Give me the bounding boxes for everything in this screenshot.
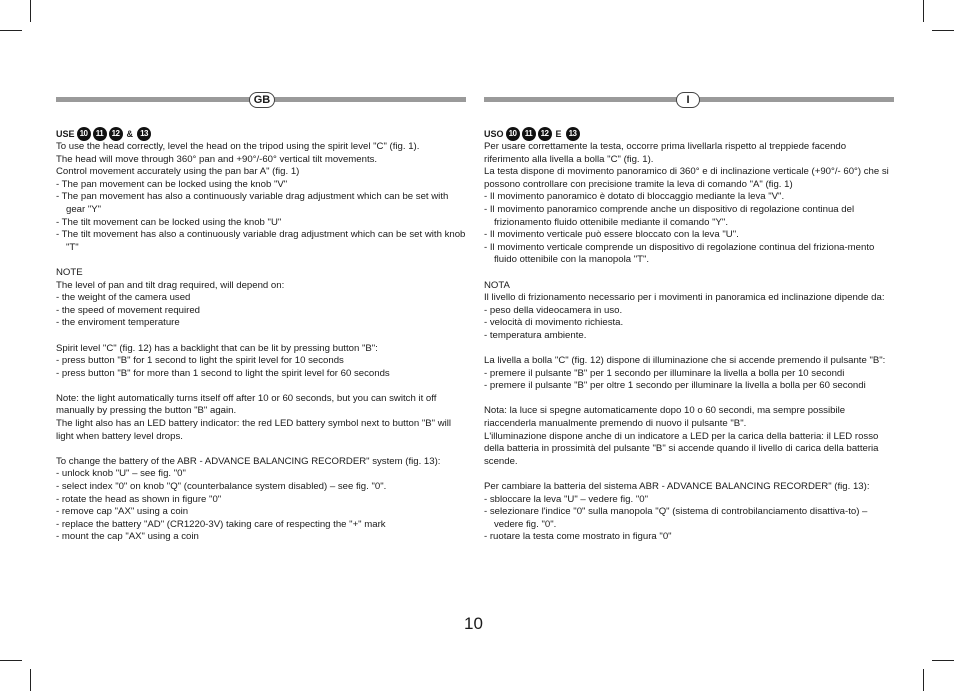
paragraph-gap (484, 393, 894, 406)
title-separator: & (126, 128, 134, 139)
list-item: - peso della videocamera in uso. (484, 304, 623, 316)
paragraph-gap (56, 254, 466, 267)
paragraph: To change the battery of the ABR - ADVANCE BALANCING RECORDER" system (fig. 13): (56, 455, 441, 467)
list-item: - velocità di movimento richiesta. (484, 317, 624, 329)
paragraph: The light also has an LED battery indicator: the red LED battery symbol next to button "B" will light when battery level drops. (56, 418, 452, 442)
figure-number-badge: 12 (538, 127, 552, 141)
title-separator: E (555, 128, 562, 139)
list-item: - the speed of movement required (56, 304, 200, 316)
list-item: - premere il pulsante "B" per 1 secondo per illuminare la livella a bolla per 10 secondi (484, 367, 845, 379)
list-item: - premere il pulsante "B" per oltre 1 secondo per illuminare la livella a bolla per 60 secondi (484, 380, 866, 392)
paragraph-gap (484, 343, 894, 356)
figure-number-badge: 13 (566, 127, 580, 141)
list-item: - The pan movement can be locked using the knob "V" (56, 178, 288, 190)
crop-mark (923, 0, 924, 22)
paragraph: La testa dispone di movimento panoramico di 360° e di inclinazione verticale (+90°/- 60°) che si possono controllare con precisione tramite la leva di comando "A" (fig. 1) (484, 166, 889, 190)
crop-mark (932, 30, 954, 31)
paragraph-gap (56, 330, 466, 343)
crop-mark (30, 0, 31, 22)
paragraph: Per cambiare la batteria del sistema ABR - ADVANCE BALANCING RECORDER" (fig. 13): (484, 481, 870, 493)
paragraph-gap (484, 267, 894, 280)
list-item: - select index "0" on knob "Q" (counterbalance system disabled) – see fig. "0". (56, 481, 387, 493)
paragraph: Nota: la luce si spegne automaticamente dopo 10 o 60 secondi, ma sempre possibile riaccenderla manualmente premendo di nuovo il pulsante "B". (484, 405, 846, 430)
language-header (484, 92, 894, 108)
figure-number-badge: 10 (506, 127, 520, 141)
section-title-text: USE (56, 128, 75, 139)
figure-number-badge: 11 (522, 127, 536, 141)
paragraph: Il livello di frizionamento necessario per i movimenti in panoramica ed inclinazione dipende da: (484, 292, 885, 304)
page-number: 10 (464, 614, 483, 633)
paragraph-gap (56, 443, 466, 456)
paragraph: Per usare correttamente la testa, occorre prima livellarla rispetto al treppiede facendo riferimento alla livella a bolla "C" (fig. 1). (484, 141, 847, 165)
list-item: - unlock knob "U" – see fig. "0" (56, 468, 186, 480)
figure-number-badge: 13 (137, 127, 151, 141)
list-item: - the enviroment temperature (56, 317, 180, 329)
language-header (56, 92, 466, 108)
crop-mark (0, 660, 22, 661)
paragraph: The level of pan and tilt drag required, will depend on: (56, 279, 285, 291)
paragraph: Note: the light automatically turns itself off after 10 or 60 seconds, but you can switch it off manually by pressing the button "B" again. (56, 392, 437, 417)
section-body (484, 127, 894, 544)
section-title-text: USO (484, 128, 504, 139)
paragraph-gap (56, 380, 466, 393)
section-title (484, 127, 894, 141)
paragraph: NOTA (484, 279, 510, 291)
list-item: - replace the battery "AD" (CR1220-3V) taking care of respecting the "+" mark (56, 518, 386, 530)
crop-mark (30, 669, 31, 691)
paragraph-gap (484, 468, 894, 481)
language-badge: I (676, 92, 700, 108)
paragraph: L'illuminazione dispone anche di un indicatore a LED per la carica della batteria: il LED rosso della batteria in prossimità del pulsante "B" si accende quando il livello di carica della batteria scende. (484, 430, 879, 467)
figure-number-badge: 12 (109, 127, 123, 141)
list-item: - rotate the head as shown in figure "0" (56, 493, 222, 505)
list-item: - sbloccare la leva "U" – vedere fig. "0" (484, 493, 648, 505)
list-item: - press button "B" for more than 1 second to light the spirit level for 60 seconds (56, 367, 390, 379)
text-content (484, 141, 894, 544)
list-item: - The tilt movement has also a continuously variable drag adjustment which can be set with knob "T" (56, 229, 466, 253)
paragraph: To use the head correctly, level the head on the tripod using the spirit level "C" (fig. 1). (56, 141, 420, 152)
paragraph: NOTE (56, 266, 83, 278)
list-item: - press button "B" for 1 second to light the spirit level for 10 seconds (56, 355, 344, 367)
text-content (56, 141, 466, 544)
list-item: - Il movimento verticale può essere bloccato con la leva "U". (484, 229, 739, 241)
list-item: - selezionare l'indice "0" sulla manopola "Q" (sistema di controbilanciamento disattiva-to) – vedere fig. "0". (484, 506, 868, 530)
paragraph: Spirit level "C" (fig. 12) has a backlight that can be lit by pressing button "B": (56, 342, 378, 354)
list-item: - ruotare la testa come mostrato in figura "0" (484, 531, 672, 543)
figure-number-badge: 10 (77, 127, 91, 141)
list-item: - mount the cap "AX" using a coin (56, 531, 199, 543)
list-item: - the weight of the camera used (56, 292, 191, 304)
list-item: - The tilt movement can be locked using the knob "U" (56, 216, 282, 228)
crop-mark (0, 30, 22, 31)
list-item: - temperatura ambiente. (484, 329, 587, 341)
list-item: - Il movimento panoramico è dotato di bloccaggio mediante la leva "V". (484, 191, 785, 203)
figure-number-badge: 11 (93, 127, 107, 141)
paragraph: The head will move through 360° pan and +90°/-60° vertical tilt movements. (56, 153, 378, 165)
paragraph: La livella a bolla "C" (fig. 12) dispone di illuminazione che si accende premendo il pulsante "B": (484, 355, 886, 367)
crop-mark (923, 669, 924, 691)
section-title (56, 127, 466, 141)
list-item: - The pan movement has also a continuously variable drag adjustment which can be set with gear "Y" (56, 191, 449, 215)
list-item: - remove cap "AX" using a coin (56, 506, 189, 518)
list-item: - Il movimento panoramico comprende anche un dispositivo di regolazione continua del frizionamento fluido ottenibile mediante il comando "Y". (484, 203, 855, 228)
list-item: - Il movimento verticale comprende un dispositivo di regolazione continua del friziona-mento fluido ottenibile con la manopola "T". (484, 241, 875, 266)
paragraph: Control movement accurately using the pan bar A" (fig. 1) (56, 166, 300, 178)
language-badge: GB (249, 92, 275, 108)
crop-mark (932, 660, 954, 661)
section-body (56, 127, 466, 544)
